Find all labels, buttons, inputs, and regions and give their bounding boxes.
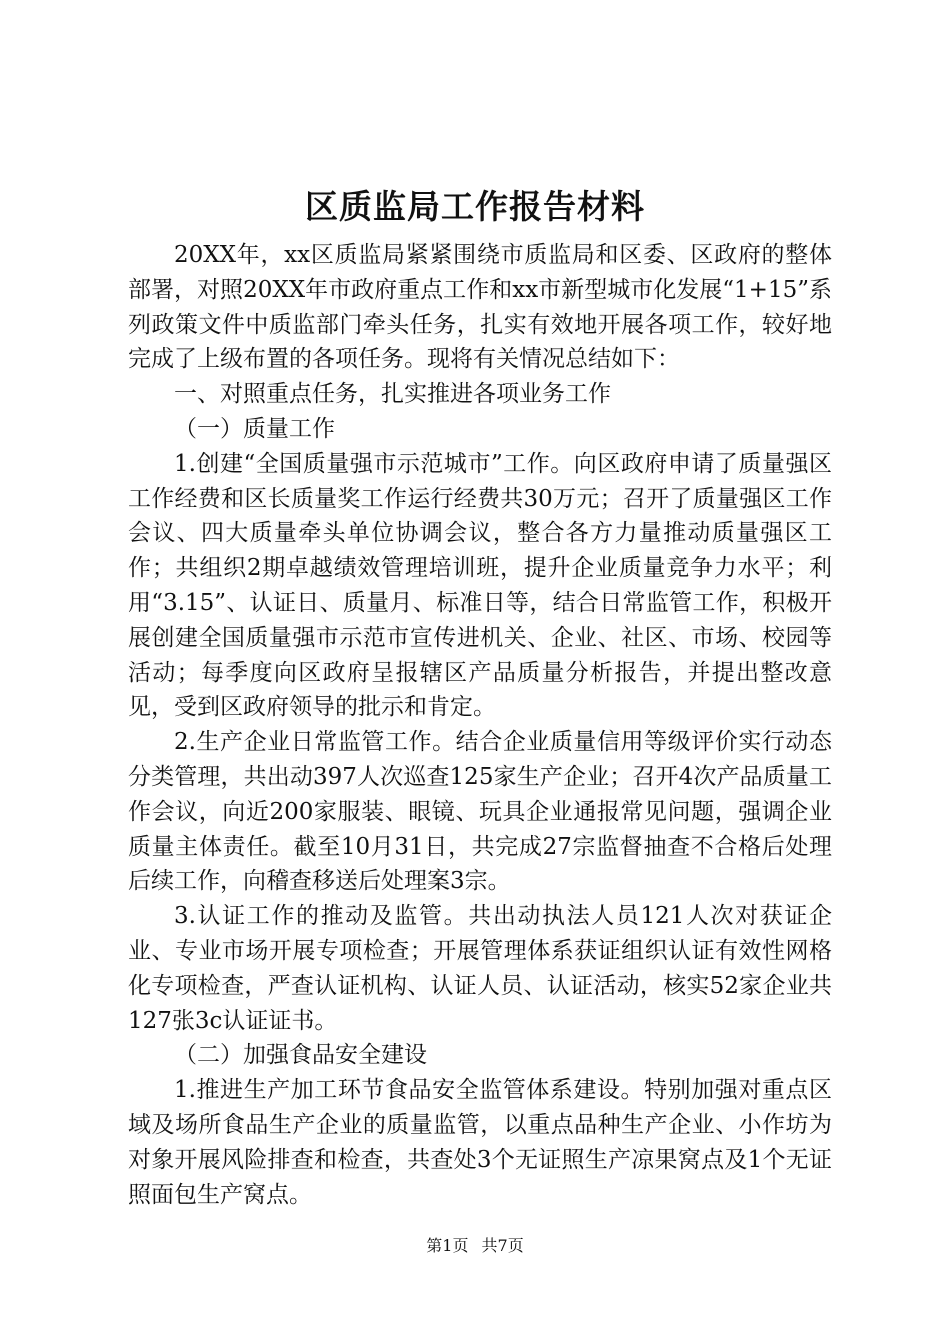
document-body [128,238,832,1212]
paragraph-enterprise-supervision: 2.生产企业日常监管工作。结合企业质量信用等级评价实行动态分类管理，共出动397人次巡查125家生产企业；召开4次产品质量工作会议，向近200家服装、眼镜、玩具企业通报常见问题，强调企业质量主体责任。截至10月31日，共完成27宗监督抽查不合格后处理后续工作，向稽查移送后处理案3宗。 [128,729,832,895]
intro-paragraph: 20XX年，xx区质监局紧紧围绕市质监局和区委、区政府的整体部署，对照20XX年市政府重点工作和xx市新型城市化发展“1+15”系列政策文件中质监部门牵头任务，扎实有效地开展各项工作，较好地完成了上级布置的各项任务。现将有关情况总结如下： [128,242,832,373]
paragraph-food-production: 1.推进生产加工环节食品安全监管体系建设。特别加强对重点区域及场所食品生产企业的质量监管，以重点品种生产企业、小作坊为对象开展风险排查和检查，共查处3个无证照生产凉果窝点及1个无证照面包生产窝点。 [128,1077,832,1208]
page-number: 第1页 [426,1236,469,1255]
page-total: 共7页 [481,1236,524,1255]
section-heading-1: 一、对照重点任务，扎实推进各项业务工作 [174,381,611,408]
document-title: 区质监局工作报告材料 [305,187,645,226]
subsection-heading-quality: （一）质量工作 [174,415,335,442]
subsection-heading-food-safety: （二）加强食品安全建设 [174,1042,427,1069]
paragraph-certification: 3.认证工作的推动及监管。共出动执法人员121人次对获证企业、专业市场开展专项检查；开展管理体系获证组织认证有效性网格化专项检查，严查认证机构、认证人员、认证活动，核实52家企业共127张3c认证证书。 [128,903,832,1034]
paragraph-quality-city: 1.创建“全国质量强市示范城市”工作。向区政府申请了质量强区工作经费和区长质量奖工作运行经费共30万元；召开了质量强区工作会议、四大质量牵头单位协调会议，整合各方力量推动质量强区工作；共组织2期卓越绩效管理培训班，提升企业质量竞争力水平；利用“3.15”、认证日、质量月、标准日等，结合日常监管工作，积极开展创建全国质量强市示范市宣传进机关、企业、社区、市场、校园等活动；每季度向区政府呈报辖区产品质量分析报告，并提出整改意见，受到区政府领导的批示和肯定。 [128,450,832,721]
page-footer [0,1236,950,1256]
